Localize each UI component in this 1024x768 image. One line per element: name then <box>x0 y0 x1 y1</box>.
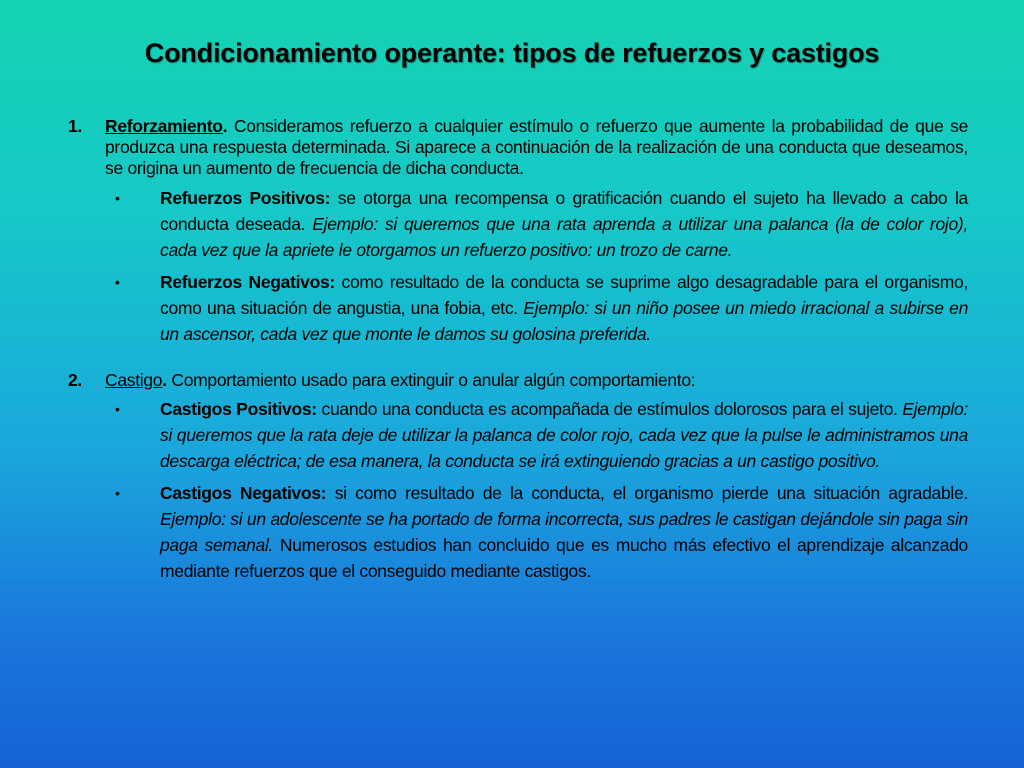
section-number: 1. <box>68 116 82 136</box>
slide-content <box>68 116 968 584</box>
section-number: 2. <box>68 370 82 390</box>
bullet-heading: Refuerzos Positivos: <box>160 188 331 208</box>
section-castigo <box>68 369 968 391</box>
bullet-heading: Castigos Negativos: <box>160 483 327 503</box>
bullet-heading: Castigos Positivos: <box>160 399 317 419</box>
section-heading-dot: . <box>222 116 228 136</box>
bullet-example: Ejemplo: si queremos que una rata aprenda a utilizar una palanca (la de color rojo), cada vez que la apriete le otorgamos un refuerzo positivo: un trozo de carne. <box>160 214 969 260</box>
section-heading: Reforzamiento <box>105 116 223 136</box>
bullet-list-refuerzos <box>68 185 968 347</box>
bullet-icon: • <box>115 485 120 501</box>
bullet-list-castigos <box>68 396 968 584</box>
bullet-text <box>160 396 968 474</box>
section-reforzamiento <box>68 116 968 179</box>
bullet-example: Ejemplo: si un niño posee un miedo irracional a subirse en un ascensor, cada vez que monte le damos su golosina preferida. <box>160 298 968 344</box>
bullet-text <box>160 185 968 263</box>
bullet-item <box>68 185 968 263</box>
bullet-tail: Numerosos estudios han concluido que es mucho más efectivo el aprendizaje alcanzado mediante refuerzos que el conseguido mediante castigos. <box>160 535 968 581</box>
bullet-example: Ejemplo: si queremos que la rata deje de utilizar la palanca de color rojo, cada vez que la pulse le administramos una descarga eléctrica; de esa manera, la conducta se irá extinguiendo gracias a un castigo positivo. <box>160 399 968 471</box>
section-text <box>105 369 968 391</box>
bullet-example: Ejemplo: si un adolescente se ha portado de forma incorrecta, sus padres le castigan dejándole sin paga sin paga semanal. <box>160 509 968 555</box>
bullet-body: se otorga una recompensa o gratificación cuando el sujeto ha llevado a cabo la conducta deseada. <box>160 188 968 234</box>
section-heading-dot: . <box>162 370 167 390</box>
bullet-heading: Refuerzos Negativos: <box>160 272 335 292</box>
slide-title: Condicionamiento operante: tipos de refuerzos y castigos <box>144 38 880 68</box>
section-body: Comportamiento usado para extinguir o anular algún comportamiento: <box>166 370 696 390</box>
section-text <box>105 116 968 179</box>
section-body: Consideramos refuerzo a cualquier estímulo o refuerzo que aumente la probabilidad de que se produzca una respuesta determinada. Si aparece a continuación de la realización de una conducta que deseamos, se origina un aumento de frecuencia de dicha conducta. <box>105 116 968 178</box>
bullet-item <box>68 269 968 347</box>
bullet-icon: • <box>115 401 120 417</box>
bullet-text <box>160 480 968 584</box>
bullet-item <box>68 396 968 474</box>
bullet-item <box>68 480 968 584</box>
bullet-icon: • <box>115 190 120 206</box>
bullet-icon: • <box>115 274 120 290</box>
bullet-body: cuando una conducta es acompañada de estímulos dolorosos para el sujeto. <box>316 399 903 419</box>
section-heading: Castigo <box>105 370 163 390</box>
bullet-body: si como resultado de la conducta, el organismo pierde una situación agradable. <box>326 483 968 503</box>
bullet-text <box>160 269 968 347</box>
bullet-body: como resultado de la conducta se suprime algo desagradable para el organismo, como una situación de angustia, una fobia, etc. <box>160 272 968 318</box>
